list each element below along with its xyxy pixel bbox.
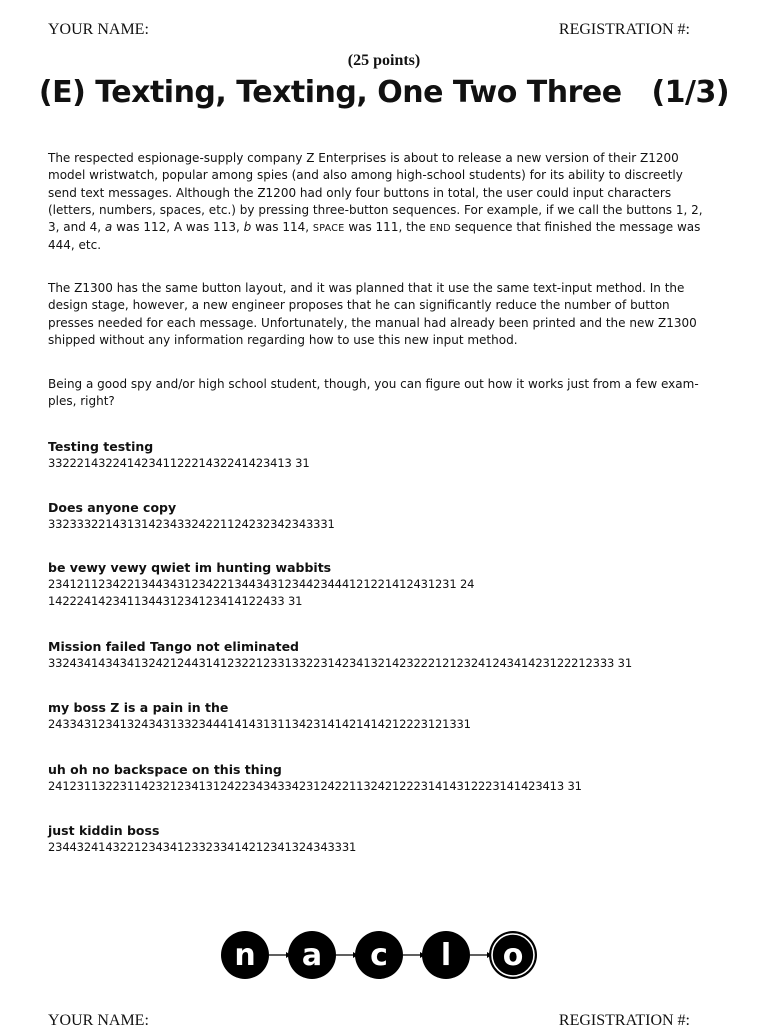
naclo-logo — [220, 929, 540, 981]
intro-part1: The respected espionage-supply company Z Enterprises is about to release a new version of their Z1200 model wristwatch, popular among spies (and also among high-school students) for its ability to discreetly send text messages. Although the Z1200 had only four buttons in total, the user could input characters (letters, numbers, spaces, etc.) by pressing three-button sequences. For example, if we call the buttons 1, 2, 3, and 4, — [48, 151, 703, 235]
example-label: uh oh no backspace on this thing — [48, 762, 282, 777]
challenge-paragraph: Being a good spy and/or high school student, though, you can figure out how it works just from a few exam-ples, right? — [48, 377, 699, 409]
header-bottom — [48, 1012, 690, 1030]
example-code: 3322214322414234112221432241423413 31 — [48, 456, 310, 470]
intro-b: b — [243, 220, 252, 235]
intro-end-word: END — [429, 223, 451, 235]
example-label: be vewy vewy qwiet im hunting wabbits — [48, 560, 332, 575]
intro-part3: was 114, — [251, 220, 313, 235]
example-code: 2344324143221234341233233414212341324343331 — [48, 840, 357, 854]
example-block — [48, 438, 728, 472]
intro-space-word: SPACE — [312, 223, 345, 235]
intro-part2: was 112, A was 113, — [112, 220, 244, 235]
example-block — [48, 699, 728, 733]
example-block — [48, 822, 728, 856]
example-block — [48, 559, 728, 610]
example-code: 3324341434341324212443141232212331332231423413214232221212324124341423122212333 31 — [48, 656, 633, 670]
example-code: 241231132231142321234131242234343342312422113242122231414312223141423413 31 — [48, 779, 582, 793]
logo-letter-a: a — [301, 938, 323, 973]
logo-letter-l: l — [440, 938, 452, 973]
example-label: Mission failed Tango not eliminated — [48, 639, 299, 654]
logo-letter-c: c — [370, 938, 388, 973]
design-paragraph: The Z1300 has the same button layout, and it was planned that it use the same text-input method. In the design stage, however, a new engineer proposes that he can significantly reduce the number of button presses needed for each message. Unfortunately, the manual had already been printed and the new Z1300 shipped without any information regarding how to use this new input method. — [48, 281, 697, 347]
example-code: 3323332214313142343324221124232342343331 — [48, 517, 335, 531]
example-label: Does anyone copy — [48, 500, 177, 515]
logo-letter-o: o — [502, 938, 524, 973]
logo-letter-n: n — [234, 938, 256, 973]
intro-paragraph — [48, 150, 713, 255]
registration-label: REGISTRATION #: — [558, 21, 690, 38]
intro-part5: sequence that finished the message was 444, etc. — [48, 220, 701, 253]
example-label: my boss Z is a pain in the — [48, 700, 229, 715]
intro-part4: was 111, the — [344, 220, 430, 235]
registration-label: REGISTRATION #: — [558, 1012, 690, 1029]
page-title: (E) Texting, Texting, One Two Three (1/3) — [38, 75, 730, 110]
example-block — [48, 638, 728, 672]
example-code: 234121123422134434312342213443431234423444121221412431231 24 142224142341134431234123414122433 31 — [48, 577, 475, 608]
example-block — [48, 499, 728, 533]
points-label: (25 points) — [347, 52, 421, 69]
example-label: Testing testing — [48, 439, 154, 454]
name-label: YOUR NAME: — [48, 1012, 149, 1029]
header-top — [48, 21, 690, 39]
intro-a: a — [104, 220, 113, 235]
example-code: 24334312341324343133234441414313113423141421414212223121331 — [48, 717, 471, 731]
example-block — [48, 761, 728, 795]
name-label: YOUR NAME: — [48, 21, 149, 38]
example-label: just kiddin boss — [48, 823, 160, 838]
